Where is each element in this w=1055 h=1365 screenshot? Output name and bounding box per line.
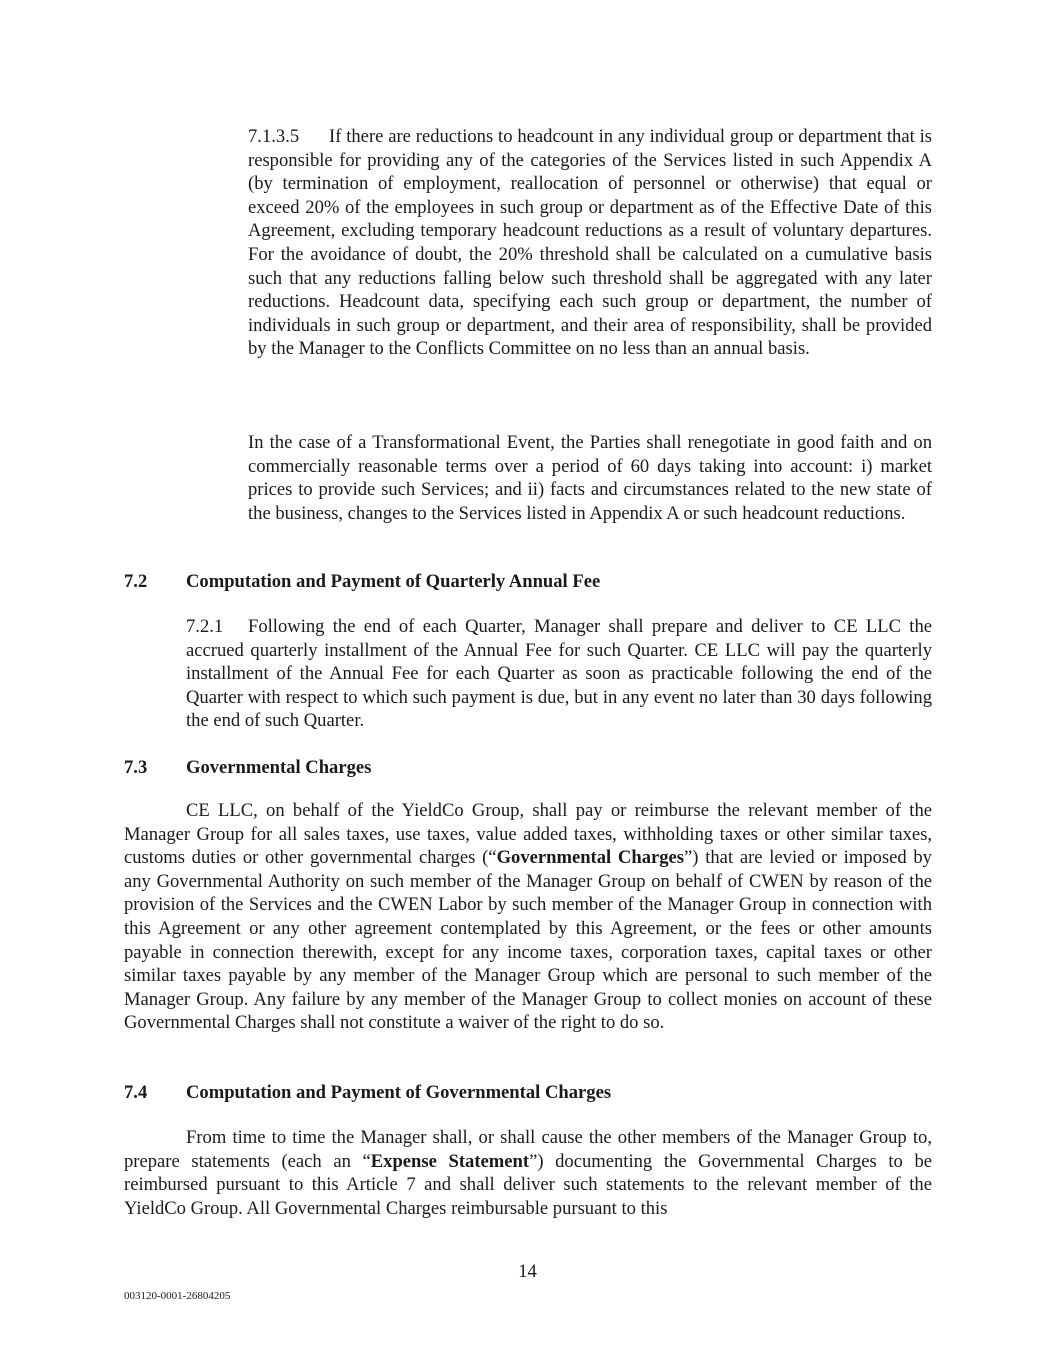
transformational-event-paragraph: In the case of a Transformational Event, the Parties shall renegotiate in good faith and on commercially reasonable terms over a period of 60 days taking into account: i) market prices to provide such Services; and ii) facts and circumstances related to the new state of the business, changes to the Services listed in Appendix A or such headcount reductions. <box>248 432 932 524</box>
section-title: Computation and Payment of Quarterly Annual Fee <box>186 571 601 592</box>
section-number: 7.2.1 <box>186 616 224 637</box>
section-7-3-body <box>124 799 932 1035</box>
section-7-4-heading <box>124 1081 932 1105</box>
page-number: 14 <box>518 1261 537 1282</box>
section-7-4-body <box>124 1126 932 1220</box>
section-7-3-heading <box>124 756 932 780</box>
section-title: Computation and Payment of Governmental Charges <box>186 1082 612 1103</box>
section-text-before: CE LLC, on behalf of the YieldCo Group, shall pay or reimburse the relevant member of the Manager Group for all sales taxes, use taxes, value added taxes, withholding taxes or other similar taxes, customs duties or other governmental charges (“ <box>124 800 932 869</box>
defined-term: Expense Statement <box>370 1150 530 1172</box>
document-id: 003120-0001-26804205 <box>124 1290 231 1302</box>
defined-term: Governmental Charges <box>496 847 685 869</box>
section-title: Governmental Charges <box>186 757 372 778</box>
section-number: 7.1.3.5 <box>248 126 300 147</box>
section-text-after: ”) documenting the Governmental Charges to be reimbursed pursuant to this Article 7 and shall deliver such statements to the relevant member of the YieldCo Group. All Governmental Charges reimbursable pursuant to this <box>124 1150 932 1219</box>
section-7-2-1 <box>186 615 932 733</box>
section-text-before: From time to time the Manager shall, or shall cause the other members of the Manager Group to, prepare statements (each an “ <box>124 1127 932 1172</box>
section-7-2-heading <box>124 570 932 594</box>
section-number: 7.4 <box>124 1082 148 1103</box>
section-number: 7.3 <box>124 757 148 778</box>
section-text-after: ”) that are levied or imposed by any Governmental Authority on such member of the Manager Group on behalf of CWEN by reason of the provision of the Services and the CWEN Labor by such member of the Manager Group in connection with this Agreement or any other agreement contemplated by this Agreement, or the fees or other amounts payable in connection therewith, except for any income taxes, corporation taxes, capital taxes or other similar taxes payable by any member of the Manager Group which are personal to such member of the Manager Group. Any failure by any member of the Manager Group to collect monies on account of these Governmental Charges shall not constitute a waiver of the right to do so. <box>124 847 932 1034</box>
section-number: 7.2 <box>124 571 148 592</box>
section-7-1-3-5 <box>248 125 932 361</box>
section-text: If there are reductions to headcount in any individual group or department that is responsible for providing any of the categories of the Services listed in such Appendix A (by termination of employment, reallocation of personnel or otherwise) that equal or exceed 20% of the employees in such group or department as of the Effective Date of this Agreement, excluding temporary headcount reductions as a result of voluntary departures. For the avoidance of doubt, the 20% threshold shall be calculated on a cumulative basis such that any reductions falling below such threshold shall be aggregated with any later reductions. Headcount data, specifying each such group or department, the number of individuals in such group or department, and their area of responsibility, shall be provided by the Manager to the Conflicts Committee on no less than an annual basis. <box>248 126 932 360</box>
section-text: Following the end of each Quarter, Manager shall prepare and deliver to CE LLC the accrued quarterly installment of the Annual Fee for such Quarter. CE LLC will pay the quarterly installment of the Annual Fee for each Quarter as soon as practicable following the end of the Quarter with respect to which such payment is due, but in any event no later than 30 days following the end of such Quarter. <box>186 616 932 732</box>
